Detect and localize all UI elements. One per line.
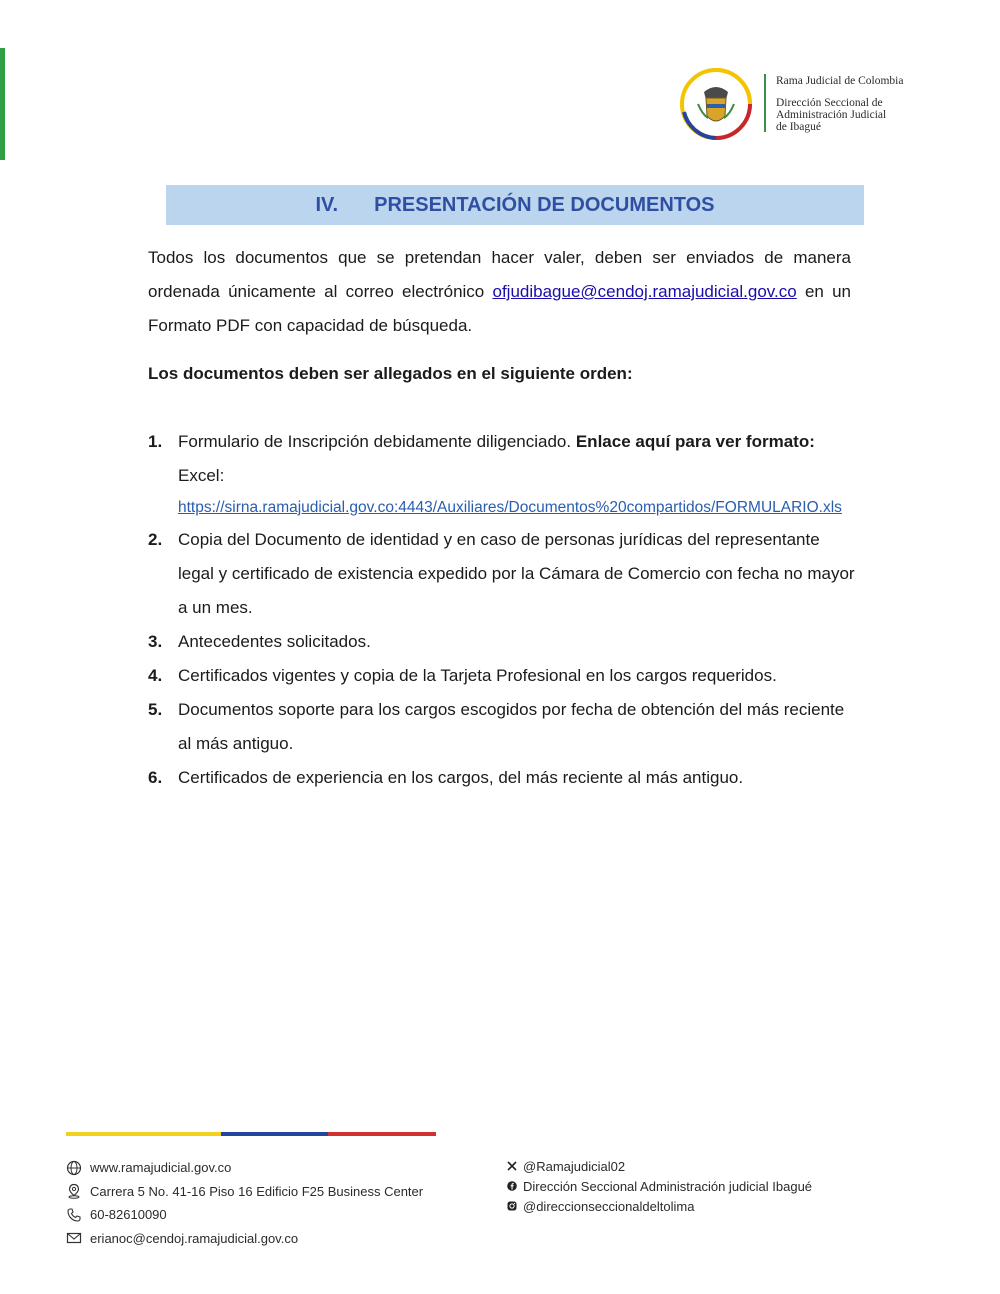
footer-contact-info: [66, 1156, 423, 1250]
coat-of-arms-seal-icon: [680, 68, 752, 140]
document-body: [148, 241, 855, 795]
x-logo-icon: [507, 1161, 517, 1171]
footer-instagram[interactable]: @direccionseccionaldeltolima: [523, 1198, 695, 1214]
form-download-link[interactable]: https://sirna.ramajudicial.gov.co:4443/Auxiliares/Documentos%20compartidos/FORMULARIO.xls: [178, 499, 842, 516]
phone-icon: [66, 1207, 82, 1223]
list-item: 1. Formulario de Inscripción debidamente diligenciado. Enlace aquí para ver formato: Excel: https://sirna.ramajudicial.gov.co:4443/Auxiliares/Documentos%20compartidos/FORMULARIO.xls: [148, 425, 860, 523]
list-item: 2. Copia del Documento de identidad y en caso de personas jurídicas del representante legal y certificado de existencia expedido por la Cámara de Comercio con fecha no mayor a un mes.: [148, 530, 855, 617]
institution-name: Rama Judicial de Colombia: [776, 75, 904, 87]
submission-email-link[interactable]: ofjudibague@cendoj.ramajudicial.gov.co: [492, 282, 797, 301]
location-pin-icon: [66, 1183, 82, 1199]
list-item: 4. Certificados vigentes y copia de la Tarjeta Profesional en los cargos requeridos.: [148, 666, 777, 685]
list-item: 3. Antecedentes solicitados.: [148, 632, 371, 651]
office-name: Dirección Seccional de Administración Judicial de Ibagué: [776, 97, 887, 133]
instagram-icon: [507, 1201, 517, 1211]
flag-tricolor-divider: [66, 1132, 436, 1136]
globe-icon: [66, 1160, 82, 1176]
footer-website[interactable]: www.ramajudicial.gov.co: [90, 1160, 232, 1176]
section-heading: [166, 185, 864, 225]
envelope-icon: [66, 1230, 82, 1246]
side-accent-bar: [0, 48, 5, 160]
footer-social-links: [507, 1156, 812, 1216]
list-item: 5. Documentos soporte para los cargos escogidos por fecha de obtención del más reciente al más antiguo.: [148, 700, 845, 753]
footer-address: Carrera 5 No. 41-16 Piso 16 Edificio F25 Business Center: [90, 1183, 424, 1199]
facebook-icon: [507, 1181, 517, 1191]
footer-email[interactable]: erianoc@cendoj.ramajudicial.gov.co: [90, 1230, 299, 1246]
intro-paragraph: Todos los documentos que se pretendan hacer valer, deben ser enviados de manera ordenada únicamente al correo electrónico ofjudibague@cendoj.ramajudicial.gov.co en un Formato PDF con capacidad de búsqueda.: [148, 248, 851, 335]
footer-facebook[interactable]: Dirección Seccional Administración judicial Ibagué: [523, 1178, 813, 1194]
required-documents-list: [148, 425, 860, 795]
section-title: PRESENTACIÓN DE DOCUMENTOS: [374, 193, 715, 216]
list-item: 6. Certificados de experiencia en los cargos, del más reciente al más antiguo.: [148, 768, 744, 787]
institution-logo-block: [680, 68, 926, 140]
document-order-lead: Los documentos deben ser allegados en el siguiente orden:: [148, 364, 633, 383]
footer-x-handle[interactable]: @Ramajudicial02: [523, 1158, 626, 1174]
section-number: IV.: [315, 193, 339, 216]
logo-divider: [764, 74, 766, 132]
footer-phone: 60-82610090: [90, 1207, 167, 1223]
